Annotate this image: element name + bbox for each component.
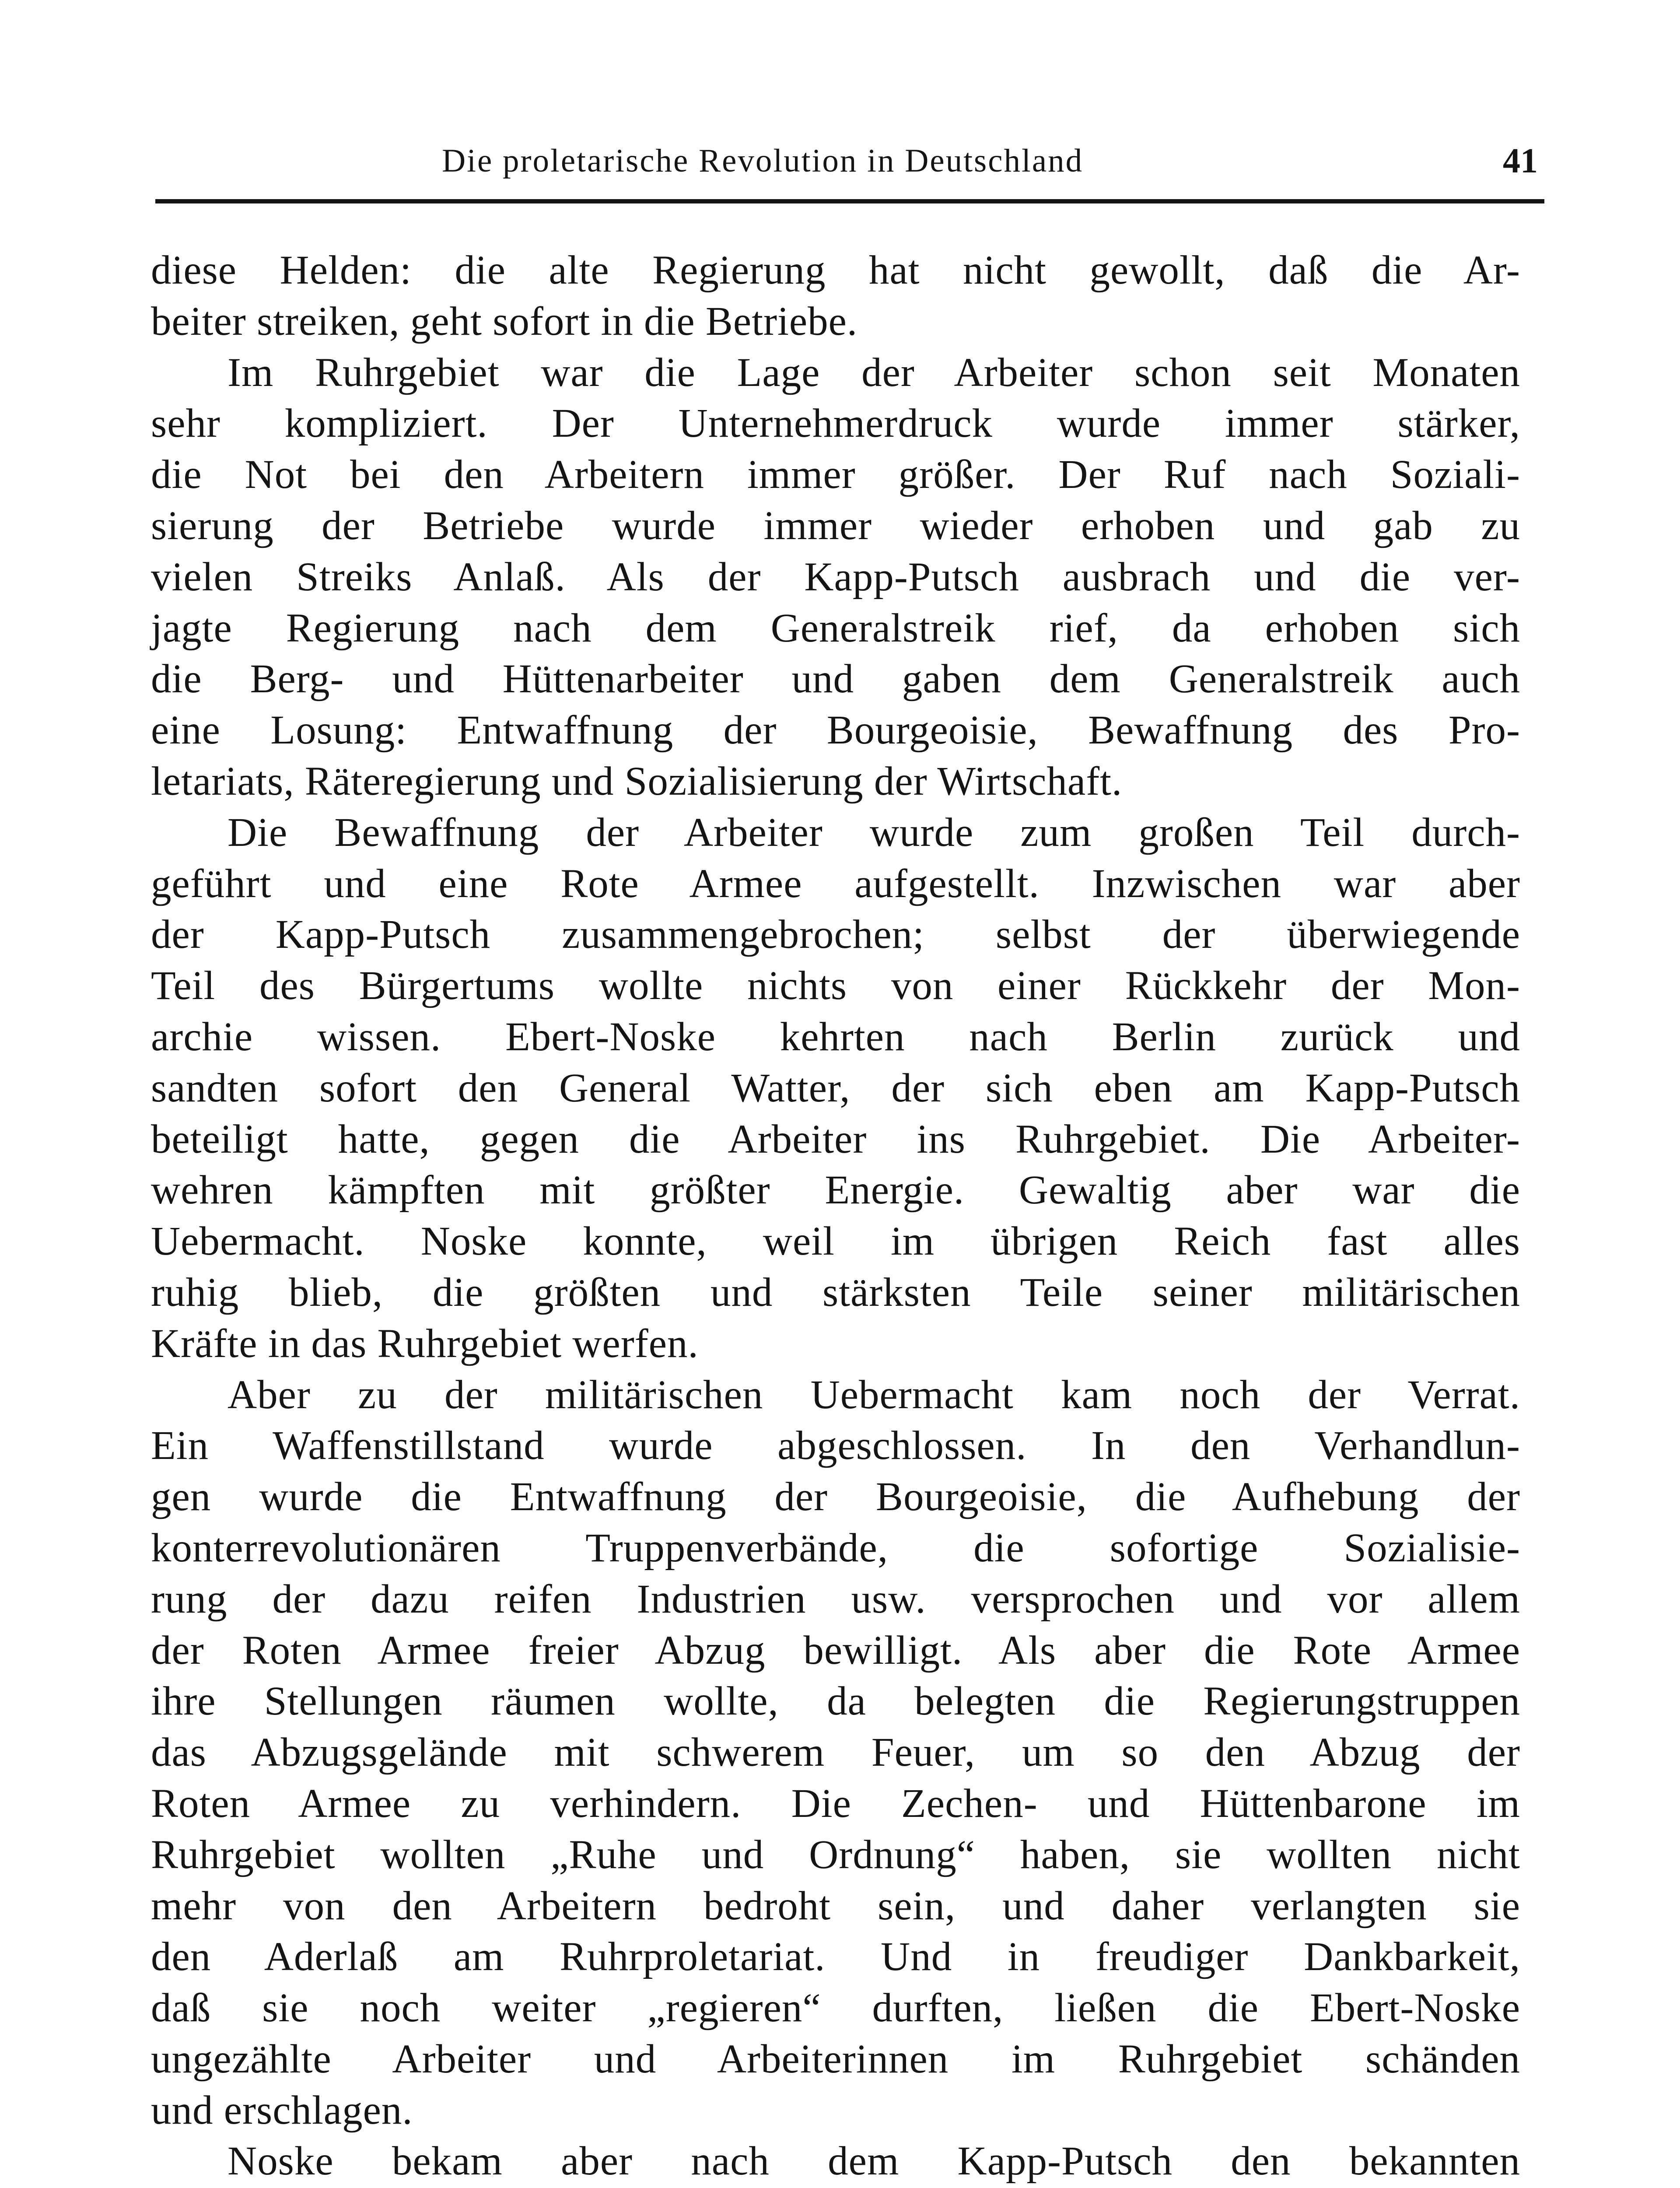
text-line: letariats, Räteregierung und Sozialisierung der Wirtschaft. [151, 758, 1123, 804]
text-line: rung der dazu reifen Industrien usw. versprochen und vor allem [151, 1576, 1520, 1622]
text-line: wehren kämpften mit größter Energie. Gewaltig aber war die [151, 1168, 1520, 1213]
text-line: archie wissen. Ebert-Noske kehrten nach Berlin zurück und [151, 1014, 1520, 1059]
text-line: Ruhrgebiet wollten „Ruhe und Ordnung“ haben, sie wollten nicht [151, 1832, 1520, 1877]
text-line: beteiligt hatte, gegen die Arbeiter ins Ruhrgebiet. Die Arbeiter- [151, 1116, 1520, 1162]
text-line: Die Bewaffnung der Arbeiter wurde zum großen Teil durch- [228, 810, 1520, 855]
text-line: sandten sofort den General Watter, der sich eben am Kapp-Putsch [151, 1065, 1520, 1111]
text-line: ihre Stellungen räumen wollte, da belegten die Regierungstruppen [151, 1679, 1520, 1724]
running-title: Die proletarische Revolution in Deutschland [442, 143, 1084, 179]
text-line: das Abzugsgelände mit schwerem Feuer, um so den Abzug der [151, 1730, 1520, 1775]
text-line: Ein Waffenstillstand wurde abgeschlossen. In den Verhandlun- [151, 1423, 1520, 1469]
header-rule [155, 199, 1544, 203]
text-line: diese Helden: die alte Regierung hat nicht gewollt, daß die Ar- [151, 248, 1520, 293]
text-line: geführt und eine Rote Armee aufgestellt. Inzwischen war aber [151, 861, 1520, 906]
text-line: und erschlagen. [151, 2087, 413, 2133]
page-header [155, 139, 1547, 192]
text-line: Noske bekam aber nach dem Kapp-Putsch den bekannten [228, 2139, 1520, 2184]
text-line: Im Ruhrgebiet war die Lage der Arbeiter schon seit Monaten [228, 350, 1520, 395]
text-line: gen wurde die Entwaffnung der Bourgeoisie, die Aufhebung der [151, 1474, 1520, 1520]
text-line: Aber zu der militärischen Uebermacht kam noch der Verrat. [228, 1372, 1520, 1417]
text-line: beiter streiken, geht sofort in die Betriebe. [151, 298, 858, 344]
text-line: Kräfte in das Ruhrgebiet werfen. [151, 1321, 699, 1366]
text-line: mehr von den Arbeitern bedroht sein, und daher verlangten sie [151, 1883, 1520, 1929]
page-number: 41 [1503, 142, 1538, 180]
text-line: den Aderlaß am Ruhrproletariat. Und in freudiger Dankbarkeit, [151, 1934, 1520, 1980]
text-line: ruhig blieb, die größten und stärksten Teile seiner militärischen [151, 1269, 1520, 1315]
text-line: eine Losung: Entwaffnung der Bourgeoisie, Bewaffnung des Pro- [151, 708, 1520, 753]
body-text [151, 245, 1520, 2188]
text-line: Teil des Bürgertums wollte nichts von einer Rückkehr der Mon- [151, 963, 1520, 1009]
text-line: sehr kompliziert. Der Unternehmerdruck wurde immer stärker, [151, 401, 1520, 446]
text-line: jagte Regierung nach dem Generalstreik rief, da erhoben sich [151, 605, 1520, 651]
text-line: der Kapp-Putsch zusammengebrochen; selbst der überwiegende [151, 912, 1520, 957]
text-line: vielen Streiks Anlaß. Als der Kapp-Putsch ausbrach und die ver- [151, 554, 1520, 600]
text-line: sierung der Betriebe wurde immer wieder erhoben und gab zu [151, 503, 1520, 548]
text-line: die Not bei den Arbeitern immer größer. Der Ruf nach Soziali- [151, 452, 1520, 498]
text-line: die Berg- und Hüttenarbeiter und gaben dem Generalstreik auch [151, 656, 1520, 702]
text-line: ungezählte Arbeiter und Arbeiterinnen im Ruhrgebiet schänden [151, 2036, 1520, 2082]
text-line: konterrevolutionären Truppenverbände, die sofortige Sozialisie- [151, 1525, 1520, 1571]
text-line: Roten Armee zu verhindern. Die Zechen- und Hüttenbarone im [151, 1781, 1520, 1826]
text-line: daß sie noch weiter „regieren“ durften, ließen die Ebert-Noske [151, 1985, 1520, 2031]
text-line: der Roten Armee freier Abzug bewilligt. Als aber die Rote Armee [151, 1627, 1520, 1673]
text-line: Uebermacht. Noske konnte, weil im übrigen Reich fast alles [151, 1219, 1520, 1264]
